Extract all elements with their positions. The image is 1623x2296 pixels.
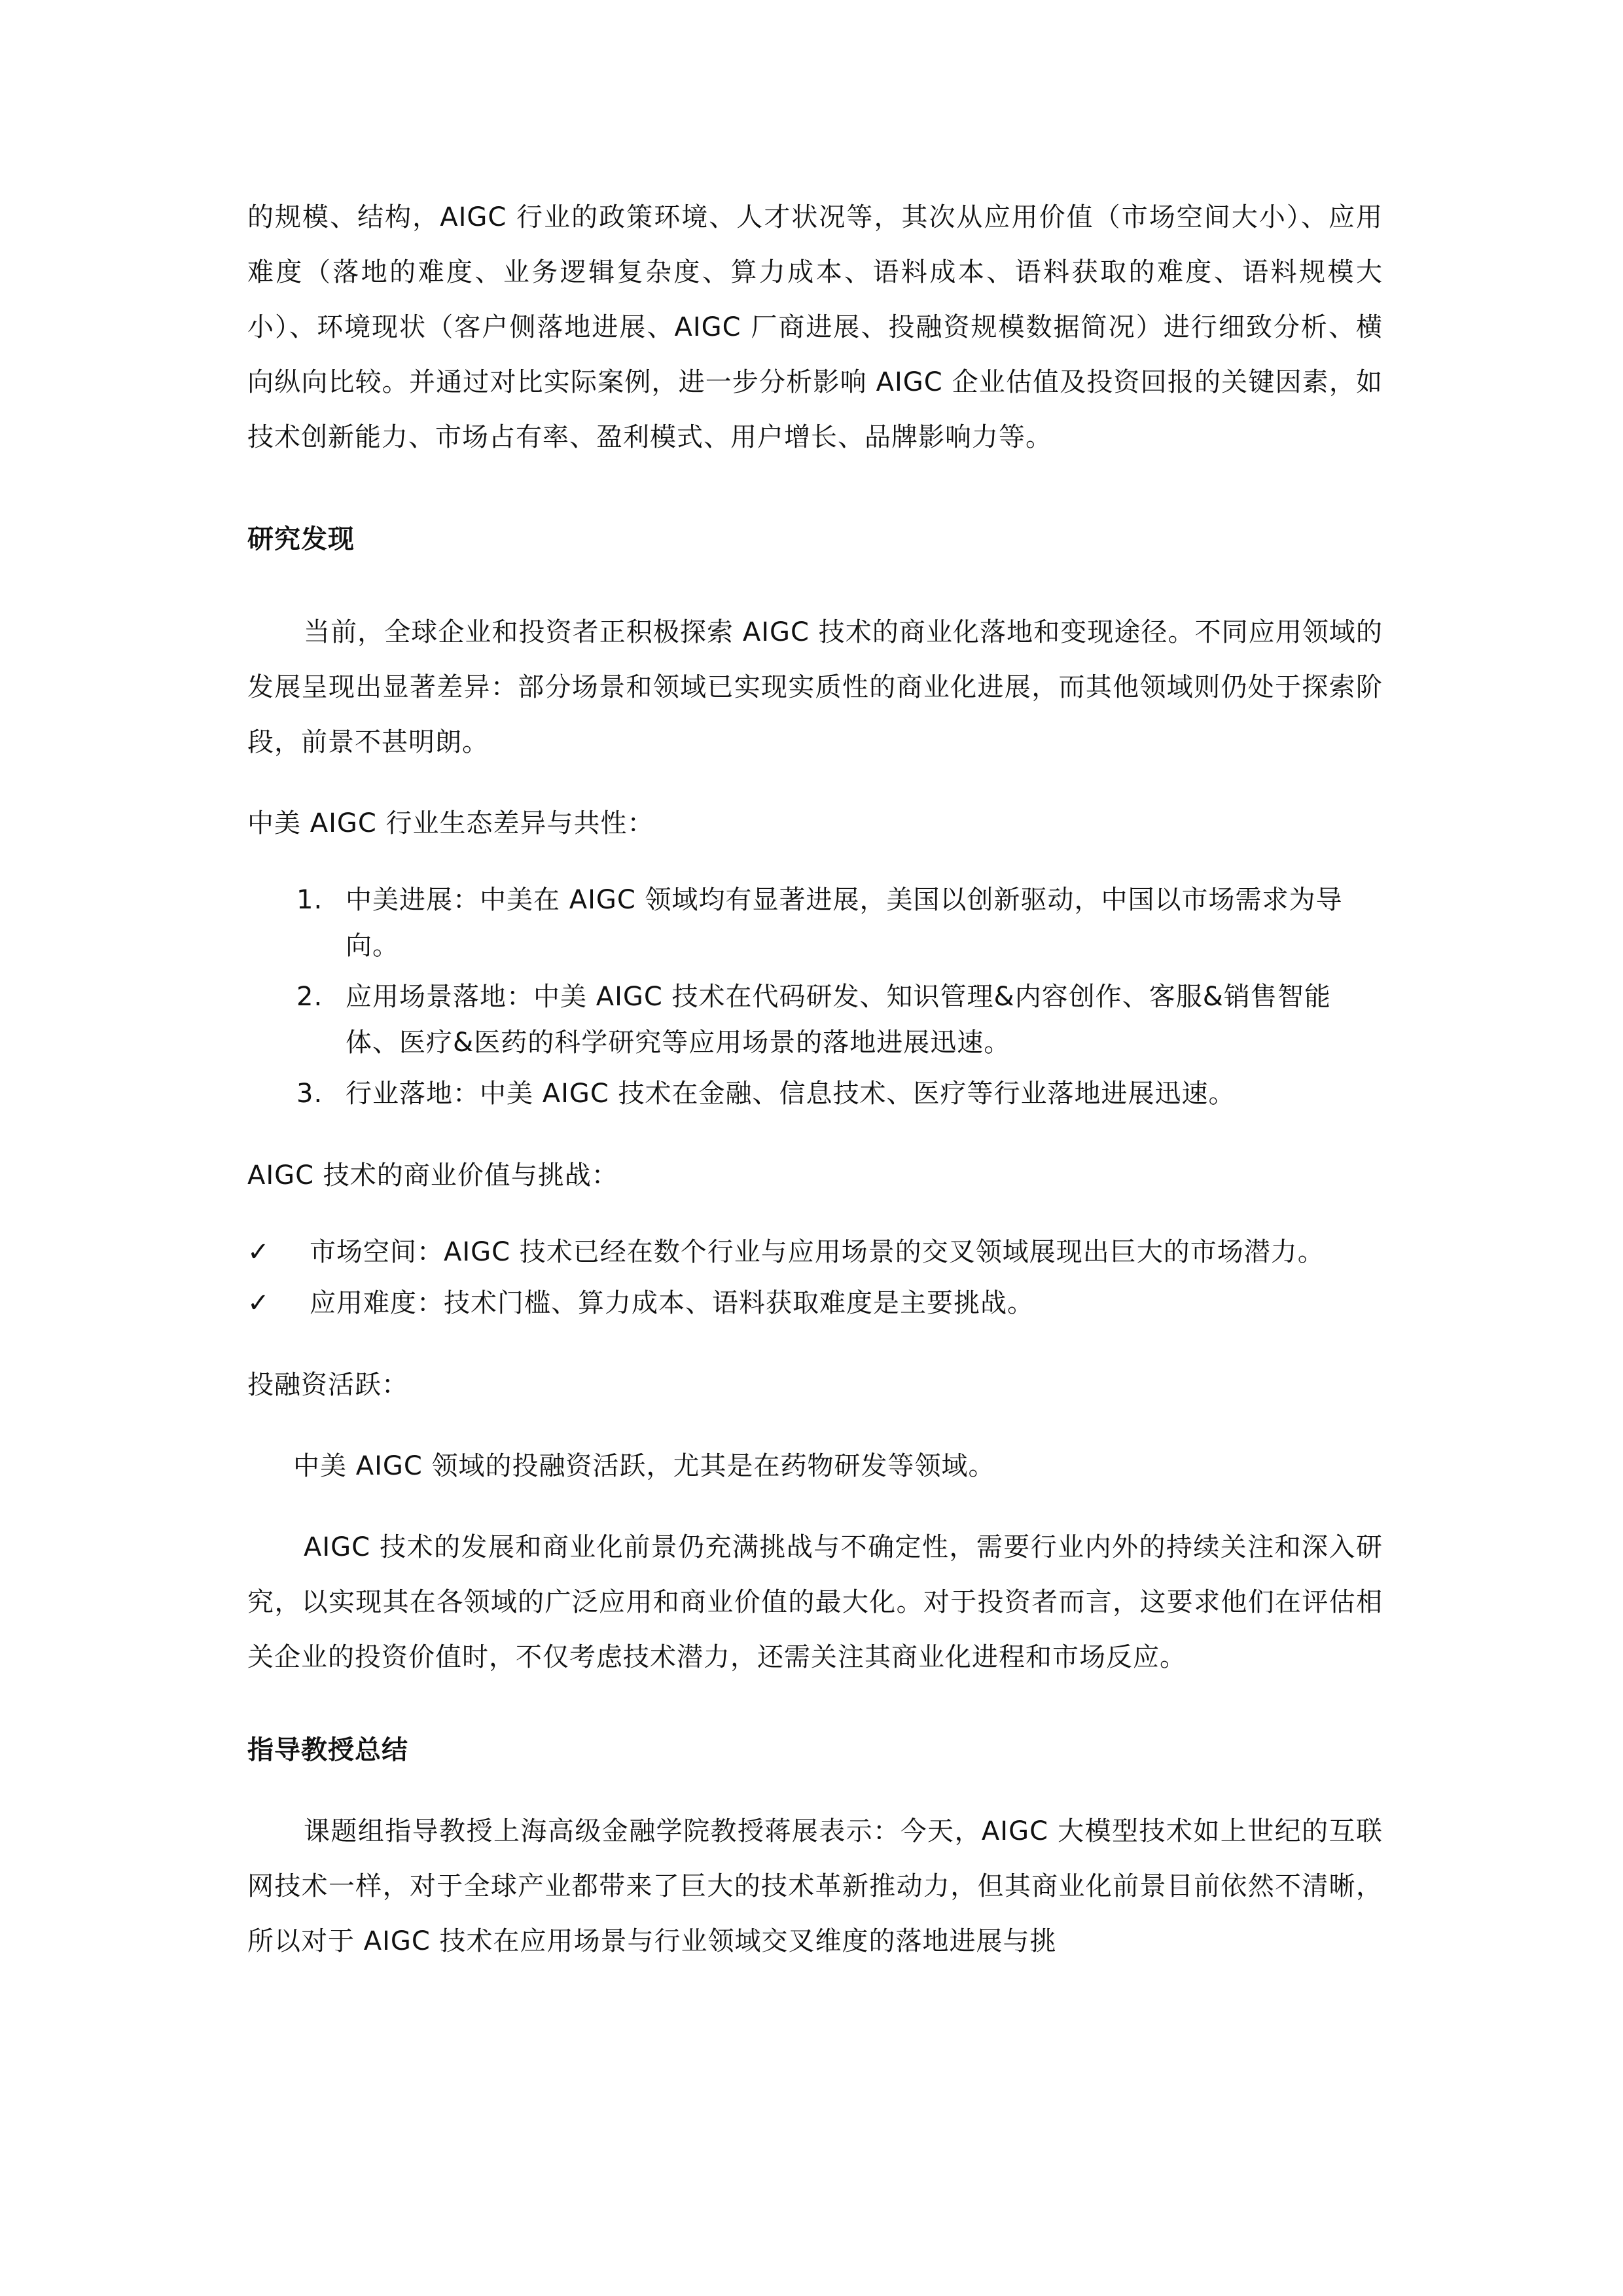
spacer (247, 1331, 1383, 1357)
list-item-text: 市场空间：AIGC 技术已经在数个行业与应用场景的交叉领域展现出巨大的市场潜力。 (310, 1237, 1325, 1267)
list-item (247, 1280, 1383, 1326)
list-item (247, 1229, 1383, 1275)
ecosystem-label: 中美 AIGC 行业生态差异与共性： (247, 808, 654, 838)
list-item-text: 应用难度：技术门槛、算力成本、语料获取难度是主要挑战。 (310, 1288, 1034, 1318)
findings-heading: 研究发现 (247, 524, 355, 554)
list-number: 1. (296, 885, 323, 915)
value-list (247, 1229, 1383, 1326)
spacer (247, 567, 1383, 605)
list-item-text: 应用场景落地：中美 AIGC 技术在代码研发、知识管理&内容创作、客服&销售智能体、医疗&医药的科学研究等应用场景的落地进展迅速。 (346, 982, 1331, 1058)
checkmark-icon: ✓ (247, 1288, 270, 1318)
spacer (247, 465, 1383, 512)
ecosystem-list (247, 877, 1383, 1117)
list-item (247, 974, 1383, 1066)
advisor-paragraph: 课题组指导教授上海高级金融学院教授蒋展表示：今天，AIGC 大模型技术如上世纪的互联网技术一样，对于全球产业都带来了巨大的技术革新推动力，但其商业化前景目前依然不清晰，所以对于 AIGC 技术在应用场景与行业领域交叉维度的落地进展与挑 (247, 1816, 1383, 1956)
checkmark-icon: ✓ (247, 1237, 270, 1267)
spacer (247, 1685, 1383, 1723)
findings-paragraph: 当前，全球企业和投资者正积极探索 AIGC 技术的商业化落地和变现途径。不同应用领域的发展呈现出显著差异：部分场景和领域已实现实质性的商业化进展，而其他领域则仍处于探索阶段，前景不甚明朗。 (247, 617, 1383, 757)
spacer (247, 1122, 1383, 1148)
document-page (247, 190, 1383, 1969)
spacer (247, 1778, 1383, 1804)
list-number: 3. (296, 1079, 323, 1109)
spacer (247, 851, 1383, 877)
value-label: AIGC 技术的商业价值与挑战： (247, 1160, 618, 1191)
list-item-text: 行业落地：中美 AIGC 技术在金融、信息技术、医疗等行业落地进展迅速。 (346, 1079, 1236, 1109)
spacer (247, 1203, 1383, 1229)
list-number: 2. (296, 982, 323, 1012)
spacer (247, 1494, 1383, 1520)
financing-label: 投融资活跃： (247, 1370, 408, 1400)
intro-paragraph: 的规模、结构，AIGC 行业的政策环境、人才状况等，其次从应用价值（市场空间大小）、应用难度（落地的难度、业务逻辑复杂度、算力成本、语料成本、语料获取的难度、语料规模大小）、环境现状（客户侧落地进展、AIGC 厂商进展、投融资规模数据简况）进行细致分析、横向纵向比较。并通过对比实际案例，进一步分析影响 AIGC 企业估值及投资回报的关键因素，如技术创新能力、市场占有率、盈利模式、用户增长、品牌影响力等。 (247, 202, 1383, 452)
advisor-heading: 指导教授总结 (247, 1735, 408, 1765)
list-item (247, 1071, 1383, 1117)
financing-text: 中美 AIGC 领域的投融资活跃，尤其是在药物研发等领域。 (293, 1451, 995, 1481)
list-item (247, 877, 1383, 969)
list-item-text: 中美进展：中美在 AIGC 领域均有显著进展，美国以创新驱动，中国以市场需求为导向。 (346, 885, 1343, 961)
spacer (247, 770, 1383, 796)
spacer (247, 1412, 1383, 1439)
closing-paragraph: AIGC 技术的发展和商业化前景仍充满挑战与不确定性，需要行业内外的持续关注和深入研究，以实现其在各领域的广泛应用和商业价值的最大化。对于投资者而言，这要求他们在评估相关企业的投资价值时，不仅考虑技术潜力，还需关注其商业化进程和市场反应。 (247, 1532, 1383, 1672)
